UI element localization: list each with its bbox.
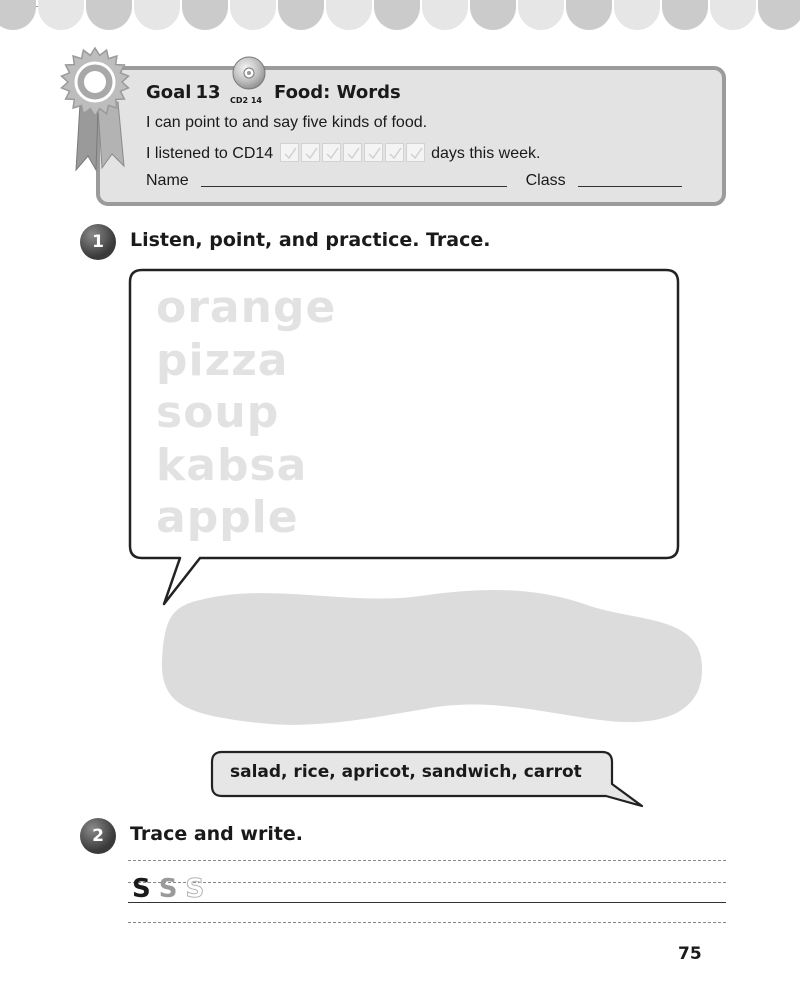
scallop [86,0,132,30]
trace-letter-gray: S [158,874,178,904]
scallop [662,0,708,30]
class-label: Class [525,172,566,189]
scallop [0,0,36,30]
scallop [518,0,564,30]
day-checkbox[interactable] [343,143,362,162]
listen-tracker [146,143,540,163]
trace-word: apple [156,492,299,543]
class-field[interactable] [578,173,682,187]
scallop [374,0,420,30]
trace-letter-solid: S [132,874,151,904]
scallop [278,0,324,30]
scallop [566,0,612,30]
scallop [470,0,516,30]
day-checkbox[interactable] [280,143,299,162]
scallop [134,0,180,30]
handwriting-lines[interactable] [128,858,726,928]
scallop [230,0,276,30]
trace-word-list [156,282,336,545]
scallop [38,0,84,30]
trace-letter-outline: S [185,874,205,904]
section-2-instruction: Trace and write. [130,823,304,845]
day-tick-boxes [280,145,427,162]
day-checkbox[interactable] [406,143,425,162]
trace-letter-row [132,876,204,902]
day-checkbox[interactable] [301,143,320,162]
day-checkbox[interactable] [385,143,404,162]
scallop [326,0,372,30]
section-2-number: 2 [80,818,116,854]
trace-word: soup [156,387,280,438]
listen-suffix: days this week. [431,145,541,162]
page-number: 75 [678,944,702,964]
cd-icon [232,56,266,90]
section-1-instruction: Listen, point, and practice. Trace. [130,229,491,251]
rosette-badge-icon [58,44,138,174]
cd-track-ref: CD2 14 [230,96,262,105]
word-bank-text: salad, rice, apricot, sandwich, carrot [230,762,582,782]
goal-heading [146,82,221,103]
day-checkbox[interactable] [322,143,341,162]
scallop [710,0,756,30]
scallop [758,0,800,30]
name-label: Name [146,172,189,189]
name-field[interactable] [201,173,507,187]
name-class-row [146,172,682,190]
goal-topic: Food: Words [274,82,401,103]
day-checkbox[interactable] [364,143,383,162]
trace-word: pizza [156,334,289,386]
mid-dotted-line [128,882,726,883]
picture-area [160,586,706,736]
trace-word: orange [156,282,337,333]
base-line [128,902,726,903]
scallop [182,0,228,30]
goal-box [96,66,726,206]
bottom-dotted-line [128,922,726,923]
listen-prefix: I listened to CD14 [146,145,274,162]
section-1-number: 1 [80,224,116,260]
scallop [614,0,660,30]
top-dotted-line [128,860,726,861]
scallop [422,0,468,30]
goal-label: Goal [146,82,192,103]
goal-number: 13 [195,82,221,103]
trace-word: kabsa [156,439,308,491]
scalloped-border [0,0,800,32]
goal-statement: I can point to and say five kinds of food. [146,114,428,131]
